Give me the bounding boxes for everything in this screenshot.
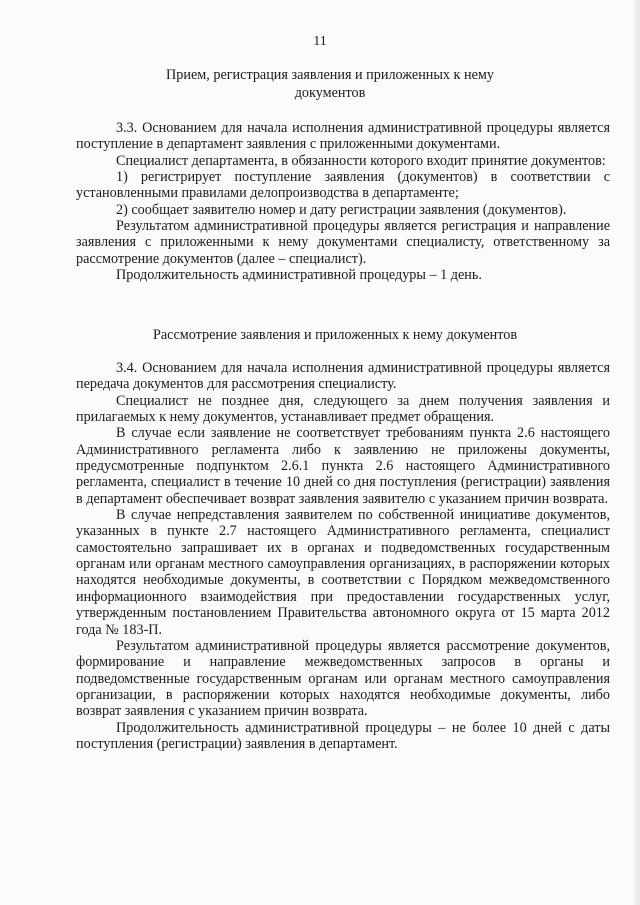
- paragraph: 3.4. Основанием для начала исполнения административной процедуры является передача документов для рассмотрения специалисту.: [76, 360, 610, 393]
- paragraph: Результатом административной процедуры является регистрация и направление заявления с приложенными к нему документами специалисту, ответственному за рассмотрение документов (далее – специалист).: [76, 218, 610, 267]
- heading-line: Прием, регистрация заявления и приложенных к нему: [166, 67, 494, 83]
- paragraph: 1) регистрирует поступление заявления (документов) в соответствии с установленными правилами делопроизводства в департаменте;: [76, 169, 610, 202]
- paragraph: Специалист не позднее дня, следующего за днем получения заявления и прилагаемых к нему документов, устанавливает предмет обращения.: [76, 392, 610, 426]
- section-heading-reception: [130, 66, 530, 102]
- paragraph: Продолжительность административной процедуры – 1 день.: [116, 267, 482, 284]
- paragraph: В случае если заявление не соответствует требованиям пункта 2.6 настоящего Административного регламента либо к заявлению не приложены документы, предусмотренные подпунктом 2.6.1 пункта 2.6 настоящего Административного регламента, специалист в течение 10 дней со дня поступления (регистрации) заявления в департамент обеспечивает возврат заявления заявителю с указанием причин возврата.: [76, 425, 610, 507]
- section-body-review: [76, 360, 610, 752]
- paragraph: Специалист департамента, в обязанности которого входит принятие документов:: [116, 152, 606, 169]
- paragraph: 2) сообщает заявителю номер и дату регистрации заявления (документов).: [116, 201, 567, 218]
- paragraph: Продолжительность административной процедуры – не более 10 дней с даты поступления (регистрации) заявления в департамент.: [76, 719, 610, 752]
- paragraph: Результатом административной процедуры является рассмотрение документов, формирование и направление межведомственных запросов в органы и подведомственные государственным органам или органам местного самоуправления организации, в распоряжении которых находятся необходимые документы, либо возврат заявления с указанием причин возврата.: [76, 637, 610, 720]
- page-edge-shadow: [634, 0, 640, 905]
- paragraph: В случае непредставления заявителем по собственной инициативе документов, указанных в пункте 2.7 настоящего Административного регламента, специалист самостоятельно запрашивает их в органах и подведомственных государственным органам или органам местного самоуправления организациях, в распоряжении которых находятся необходимые документы, в соответствии с Порядком межведомственного информационного взаимодействия при предоставлении государственных услуг, утвержденным постановлением Правительства автономного округа от 15 марта 2012 года № 183-П.: [76, 507, 610, 638]
- paragraph: 3.3. Основанием для начала исполнения административной процедуры является поступление в департамент заявления с приложенными документами.: [76, 120, 610, 153]
- heading-line: документов: [294, 85, 366, 101]
- section-body-reception: [76, 120, 610, 283]
- page-number: 11: [313, 34, 327, 49]
- section-heading-review: Рассмотрение заявления и приложенных к нему документов: [152, 327, 518, 343]
